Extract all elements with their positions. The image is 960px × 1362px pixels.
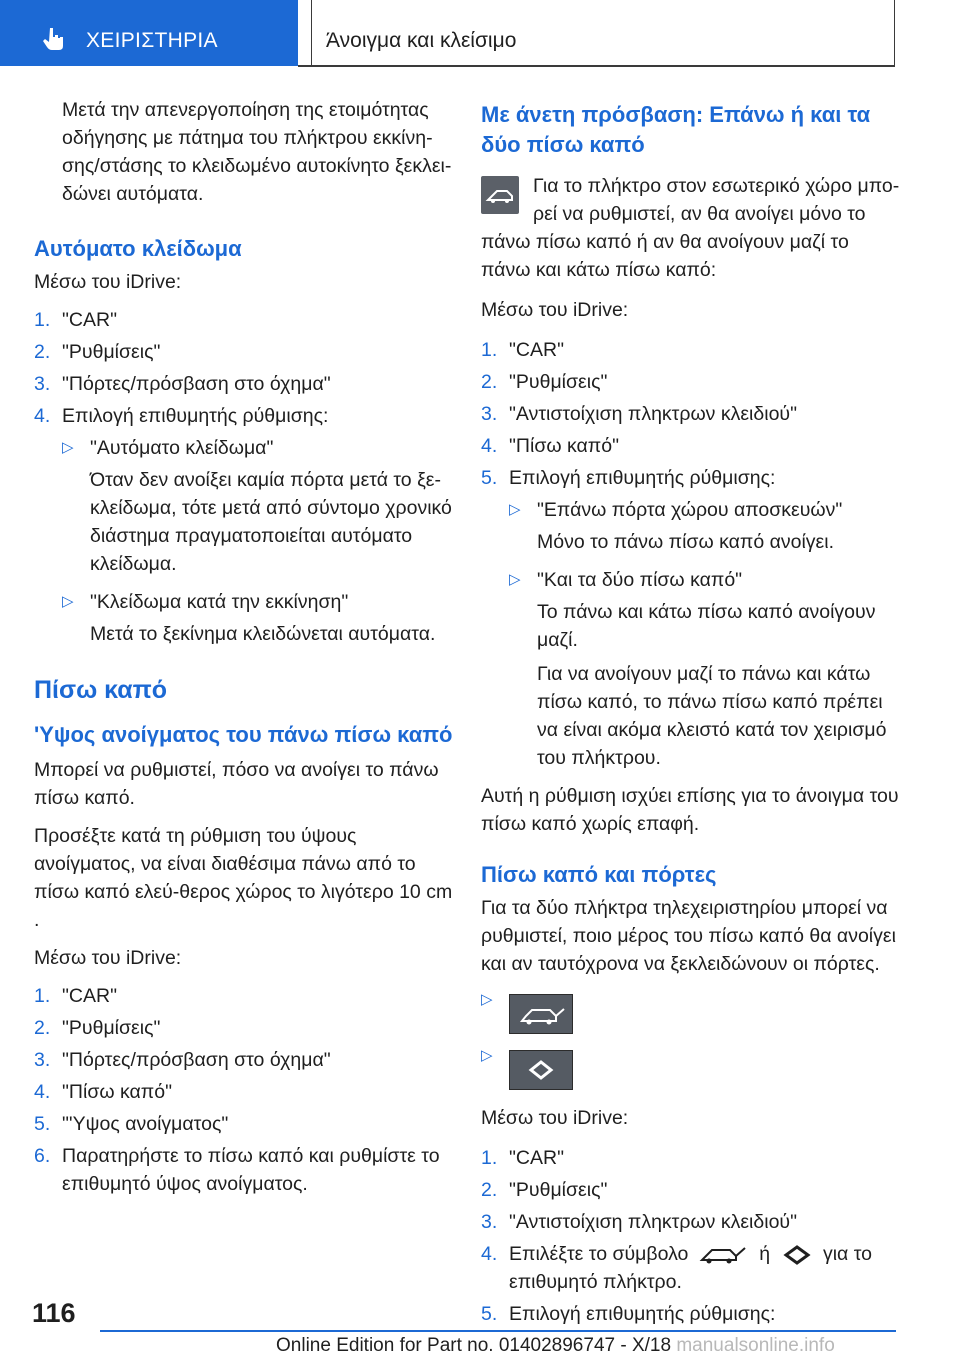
chapter-tab[interactable] [0,0,298,66]
chapter-tab-label: ΧΕΙΡΙΣΤΗΡΙΑ [86,29,218,52]
footer-edition: Online Edition for Part no. 01402896747 - X/18 manualsonline.info [276,1335,835,1356]
list-item: 5. Επιλογή επιθυμητής ρύθμισης: [481,1303,776,1325]
triangle-bullet-icon: ▷ [62,593,74,610]
section-title: Άνοιγμα και κλείσιμο [326,29,517,52]
option-item: ▷ "Αυτόματο κλείδωμα" [34,434,454,462]
hand-pointer-icon [42,26,68,52]
via-idrive: Μέσω του iDrive: [34,271,182,293]
option-description: Για να ανοίγουν μαζί το πάνω και κάτω πίσω καπό, το πάνω πίσω καπό πρέπει να είναι ακόμα κλειστό κατά τον χειρισμό του πλήκτρου. [537,663,887,769]
heading-tailgate-doors: Πίσω καπό και πόρτες [481,862,717,887]
list-item: 4. "Πίσω καπό" [481,435,620,457]
diamond-key-icon [509,1050,573,1090]
paragraph: Αυτή η ρύθμιση ισχύει επίσης για το άνοιγμα του πίσω καπό χωρίς επαφή. [481,785,899,835]
list-item: 2. "Ρυθμίσεις" [34,1017,161,1039]
car-tailgate-button-icon [481,176,519,214]
list-item: 3. "Πόρτες/πρόσβαση στο όχημα" [34,1049,331,1071]
watermark: manualsonline.info [676,1335,835,1356]
list-item: 6. Παρατηρήστε το πίσω καπό και ρυθμίστε το επιθυμητό ύψος ανοίγματος. [34,1145,440,1195]
left-column [34,96,454,1202]
option-description: Μετά το ξεκίνημα κλειδώνεται αυτόματα. [90,623,436,645]
paragraph: Μπορεί να ρυθμιστεί, πόσο να ανοίγει το πάνω πίσω καπό. [34,759,439,809]
paragraph: Προσέξτε κατά τη ρύθμιση του ύψους ανοίγματος, να είναι διαθέσιμα πάνω από το πίσω καπό ελεύ-θερος χώρος το λιγότερο 10 cm . [34,825,453,931]
comfort-steps [481,336,901,492]
list-item: 4. Επιλογή επιθυμητής ρύθμισης: [34,405,329,427]
option-item: ▷ "Και τα δύο πίσω καπό" [481,566,901,594]
car-open-tailgate-symbol-icon [698,1243,750,1267]
list-item: 2. "Ρυθμίσεις" [34,341,161,363]
car-open-tailgate-key-icon [509,994,573,1034]
auto-lock-steps [34,306,454,430]
paragraph: Για το πλήκτρο στον εσωτερικό χώρο μπο-ρεί να ρυθμιστεί, αν θα ανοίγει μόνο το πάνω πίσω καπό ή αν θα ανοίγουν μαζί το πάνω και κάτω πίσω καπό: [481,175,900,281]
list-item: 5. Επιλογή επιθυμητής ρύθμισης: [481,467,776,489]
option-description: Μόνο το πάνω πίσω καπό ανοίγει. [537,531,834,553]
symbol-option [481,990,901,1034]
option-description: Όταν δεν ανοίξει καμία πόρτα μετά το ξε-κλείδωμα, τότε μετά από σύντομο χρονικό διάστημα πραγματοποιείται αυτόματο κλείδωμα. [90,469,452,575]
heading-comfort-access: Με άνετη πρόσβαση: Επάνω ή και τα δύο πίσω καπό [481,102,871,157]
triangle-bullet-icon: ▷ [481,1047,493,1064]
list-item: 3. "Πόρτες/πρόσβαση στο όχημα" [34,373,331,395]
heading-auto-lock: Αυτόματο κλείδωμα [34,236,242,261]
via-idrive: Μέσω του iDrive: [481,299,629,321]
option-item: ▷ "Κλείδωμα κατά την εκκίνηση" [34,588,454,616]
via-idrive: Μέσω του iDrive: [34,947,182,969]
via-idrive: Μέσω του iDrive: [481,1107,629,1129]
list-item: 2. "Ρυθμίσεις" [481,1179,608,1201]
triangle-bullet-icon: ▷ [509,571,521,588]
intro-paragraph: Μετά την απενεργοποίηση της ετοιμότητας οδήγησης με πάτημα του πλήκτρου εκκίνη-σης/στάσης το κλειδωμένο αυτοκίνητο ξεκλει-δώνει αυτόματα. [62,99,452,205]
list-item: 3. "Αντιστοίχιση πληκτρων κλειδιού" [481,403,797,425]
header-divider [894,0,895,66]
list-item: 1. "CAR" [481,1147,565,1169]
option-description: Το πάνω και κάτω πίσω καπό ανοίγουν μαζί. [537,601,876,651]
doors-steps [481,1144,901,1328]
heading-tailgate: Πίσω καπό [34,676,168,704]
paragraph: Για τα δύο πλήκτρα τηλεχειριστηρίου μπορεί να ρυθμιστεί, ποιο μέρος του πίσω καπό θα ανοίγει και αν ταυτόχρονα να ξεκλειδώνουν οι πόρτες. [481,897,896,975]
list-item: 3. "Αντιστοίχιση πληκτρων κλειδιού" [481,1211,797,1233]
list-item: 1. "CAR" [34,985,118,1007]
triangle-bullet-icon: ▷ [509,501,521,518]
diamond-symbol-icon [780,1243,814,1267]
page-number: 116 [32,1298,76,1328]
right-column [481,100,901,1332]
footer-rule [100,1330,896,1332]
height-steps [34,982,454,1198]
header-divider [311,0,312,66]
list-item: 1. "CAR" [481,339,565,361]
option-item: ▷ "Επάνω πόρτα χώρου αποσκευών" [481,496,901,524]
list-item: 4. "Πίσω καπό" [34,1081,173,1103]
list-item: 5. "'Υψος ανοίγματος" [34,1113,229,1135]
symbol-option [481,1046,901,1090]
list-item: 1. "CAR" [34,309,118,331]
triangle-bullet-icon: ▷ [481,991,493,1008]
list-item: 2. "Ρυθμίσεις" [481,371,608,393]
triangle-bullet-icon: ▷ [62,439,74,456]
header-rule [298,65,895,67]
list-item: 4. Επιλέξτε το σύμβολο ή για το επιθυμητό πλήκτρο. [481,1243,872,1293]
heading-opening-height: 'Υψος ανοίγματος του πάνω πίσω καπό [34,722,453,747]
